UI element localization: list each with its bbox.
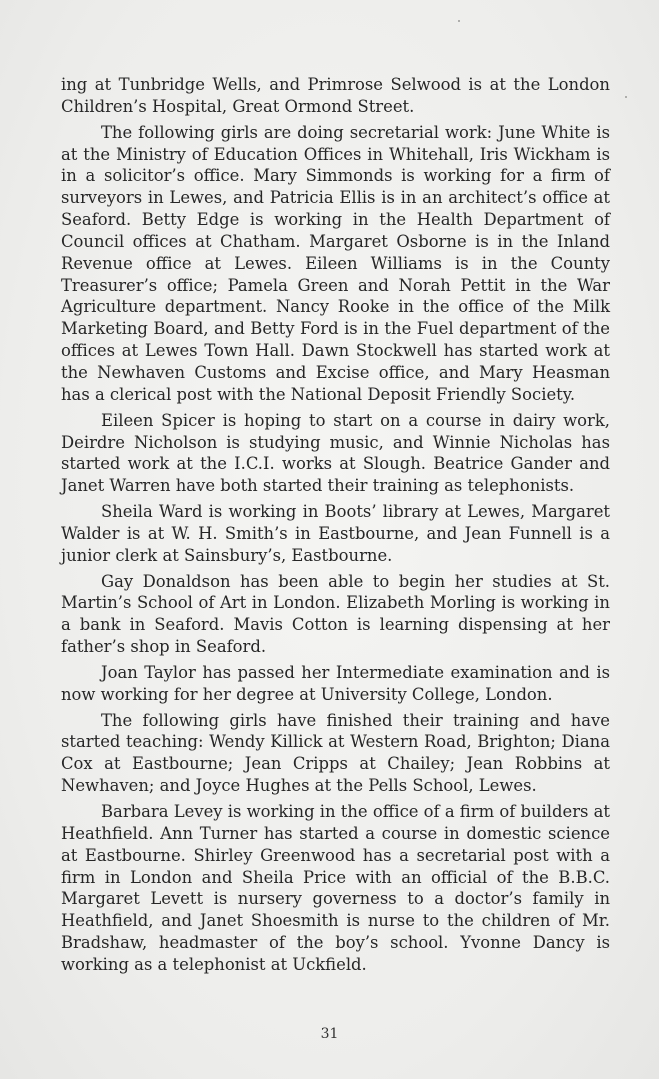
paper-speck: [458, 20, 460, 22]
page-number: 31: [320, 1026, 339, 1042]
paragraph-secretarial-work: The following girls are doing secretarial work: June White is at the Ministry of Education Offices in Whitehall, Iris Wickham is in a solicitor’s office. Mary Simmonds is working for a firm of surveyors in Lewes, and Patricia Ellis is in an architect’s office at Seaford. Betty Edge is working in the Health Department of Council offices at Chatham. Margaret Osborne is in the Inland Revenue office at Lewes. Eileen Williams is in the County Treasurer’s office; Pamela Green and Norah Pettit in the War Agriculture department. Nancy Rooke in the office of the Milk Marketing Board, and Betty Ford is in the Fuel department of the offices at Lewes Town Hall. Dawn Stockwell has started work at the Newhaven Customs and Excise office, and Mary Heasman has a clerical post with the National Deposit Friendly Society.: [61, 122, 610, 404]
paragraph-art-school: Gay Donaldson has been able to begin her studies at St. Martin’s School of Art in London. Elizabeth Morling is working in a bank in Seaford. Mavis Cotton is learning dispensing at her father’s shop in Seaford.: [61, 571, 610, 657]
paragraph-university: Joan Taylor has passed her Intermediate examination and is now working for her degree at University College, London.: [61, 662, 610, 704]
paragraph-teaching: The following girls have finished their training and have started teaching: Wendy Killick at Western Road, Brighton; Diana Cox at Eastbourne; Jean Cripps at Chailey; Jean Robbins at Newhaven; and Joyce Hughes at the Pells School, Lewes.: [61, 710, 610, 796]
paper-speck: [625, 96, 627, 98]
paragraph-continued: ing at Tunbridge Wells, and Primrose Selwood is at the London Children’s Hospital, Great Ormond Street.: [61, 75, 610, 116]
paragraph-clerks: Sheila Ward is working in Boots’ library at Lewes, Margaret Walder is at W. H. Smith’s in Eastbourne, and Jean Funnell is a junior clerk at Sainsbury’s, Eastbourne.: [61, 502, 610, 565]
paragraph-dairy-music: Eileen Spicer is hoping to start on a course in dairy work, Deirdre Nicholson is studying music, and Winnie Nicholas has started work at the I.C.I. works at Slough. Beatrice Gander and Janet Warren have both started their training as telephonists.: [61, 410, 610, 496]
body-text: [61, 74, 610, 980]
paragraph-various-posts: Barbara Levey is working in the office of a firm of builders at Heathfield. Ann Turner has started a course in domestic science at Eastbourne. Shirley Greenwood has a secretarial post with a firm in London and Sheila Price with an official of the B.B.C. Margaret Levett is nursery governess to a doctor’s family in Heathfield, and Janet Shoesmith is nurse to the children of Mr. Bradshaw, headmaster of the boy’s school. Yvonne Dancy is working as a telephonist at Uckfield.: [61, 802, 611, 974]
